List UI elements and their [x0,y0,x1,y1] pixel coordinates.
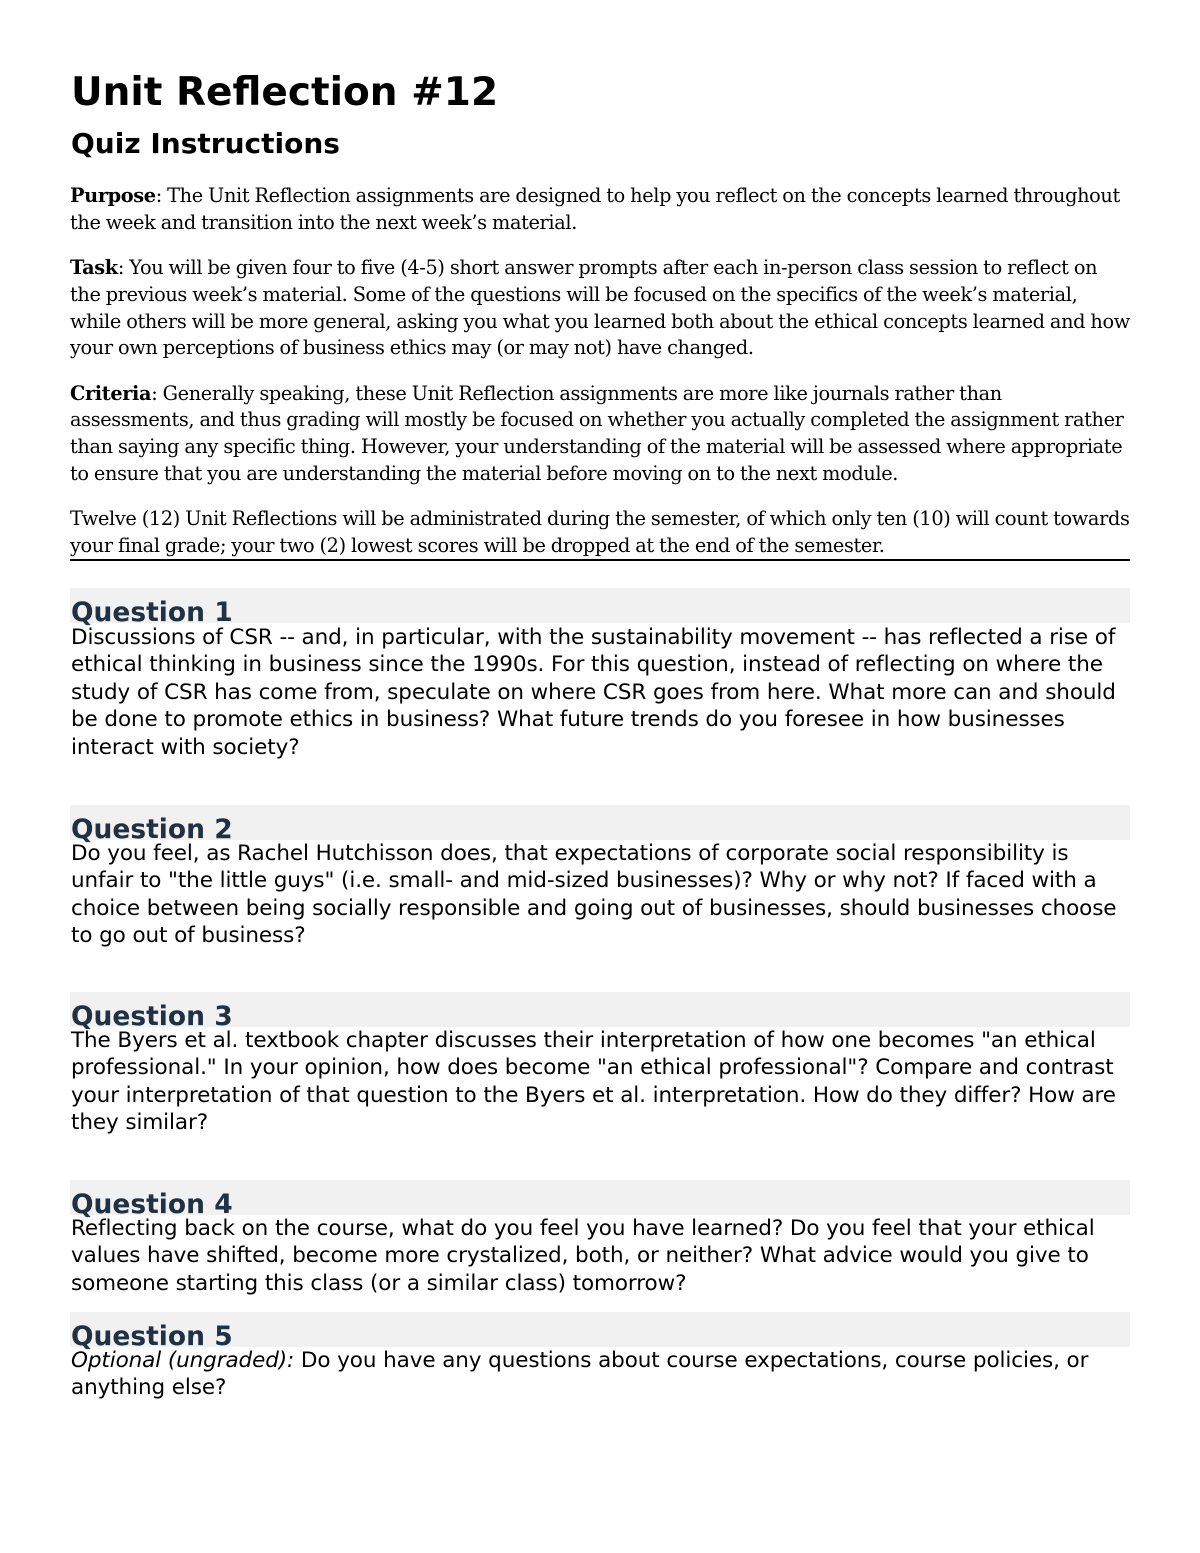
criteria-label: Criteria [70,381,152,405]
purpose-label: Purpose [70,184,156,207]
question-2-title: Question 2 [71,813,233,845]
question-4-text: Reflecting back on the course, what do you feel you have learned? Do you feel that your ethical values have shifted, become more crystalized, both, or neither? What advice would you give to someone starting this class (or a similar class) tomorrow? [71,1216,1095,1296]
question-3-heading-band [70,992,1130,1032]
question-5-text: Do you have any questions about course expectations, course policies, or anything else? [71,1348,1089,1401]
question-4-title: Question 4 [71,1188,233,1220]
document-title: Unit Reflection #12 [71,70,499,115]
question-5-text-block [71,1347,1133,1402]
criteria-paragraph [70,381,1130,488]
instructions-section [70,183,1130,560]
question-1-text: Discussions of CSR -- and, in particular, with the sustainability movement -- has reflected a rise of ethical thinking in business since the 1990s. For this question, instead of reflecting on where the study of CSR has come from, speculate on where CSR goes from here. What more can and should be done to promote ethics in business? What future trends do you foresee in how businesses interact with society? [71,625,1116,760]
purpose-paragraph [70,183,1130,237]
grading-note: Twelve (12) Unit Reflections will be administrated during the semester, of which only ten (10) will count towards your final grade; your two (2) lowest scores will be dropped at the end of the semester. [70,507,1130,557]
question-1-heading-band [70,588,1130,628]
question-5-heading-band [70,1312,1130,1352]
purpose-text: : The Unit Reflection assignments are designed to help you reflect on the concepts learned throughout the week and transition into the next week’s material. [70,184,1120,234]
task-label: Task [70,255,118,279]
section-divider [70,559,1130,561]
question-1-title: Question 1 [71,596,233,628]
question-4-heading-band [70,1180,1130,1220]
question-3-title: Question 3 [71,1000,233,1032]
question-2-text: Do you feel, as Rachel Hutchisson does, that expectations of corporate social responsibility is unfair to "the little guys" (i.e. small- and mid-sized businesses)? Why or why not? If faced with a choice between being socially responsible and going out of businesses, should businesses choose to go out of business? [71,841,1117,949]
question-5-optional-label: Optional (ungraded): [71,1348,295,1373]
question-2-heading-band [70,805,1130,845]
document-subtitle: Quiz Instructions [71,127,340,160]
task-paragraph [70,255,1130,362]
task-text: : You will be given four to five (4-5) short answer prompts after each in-person class session to reflect on the previous week’s material. Some of the questions will be focused on the specifics of the week’s material, while others will be more general, asking you what you learned both about the ethical concepts learned and how your own perceptions of business ethics may (or may not) have changed. [70,255,1130,360]
question-3-text: The Byers et al. textbook chapter discusses their interpretation of how one becomes "an ethical professional." In your opinion, how does become "an ethical professional"? Compare and contrast your interpretation of that question to the Byers et al. interpretation. How do they differ? How are they similar? [71,1028,1116,1136]
criteria-text: : Generally speaking, these Unit Reflection assignments are more like journals rather than assessments, and thus grading will mostly be focused on whether you actually completed the assignment rather than saying any specific thing. However, your understanding of the material will be assessed where appropriate to ensure that you are understanding the material before moving on to the next module. [70,381,1124,485]
question-5-title: Question 5 [71,1320,233,1352]
